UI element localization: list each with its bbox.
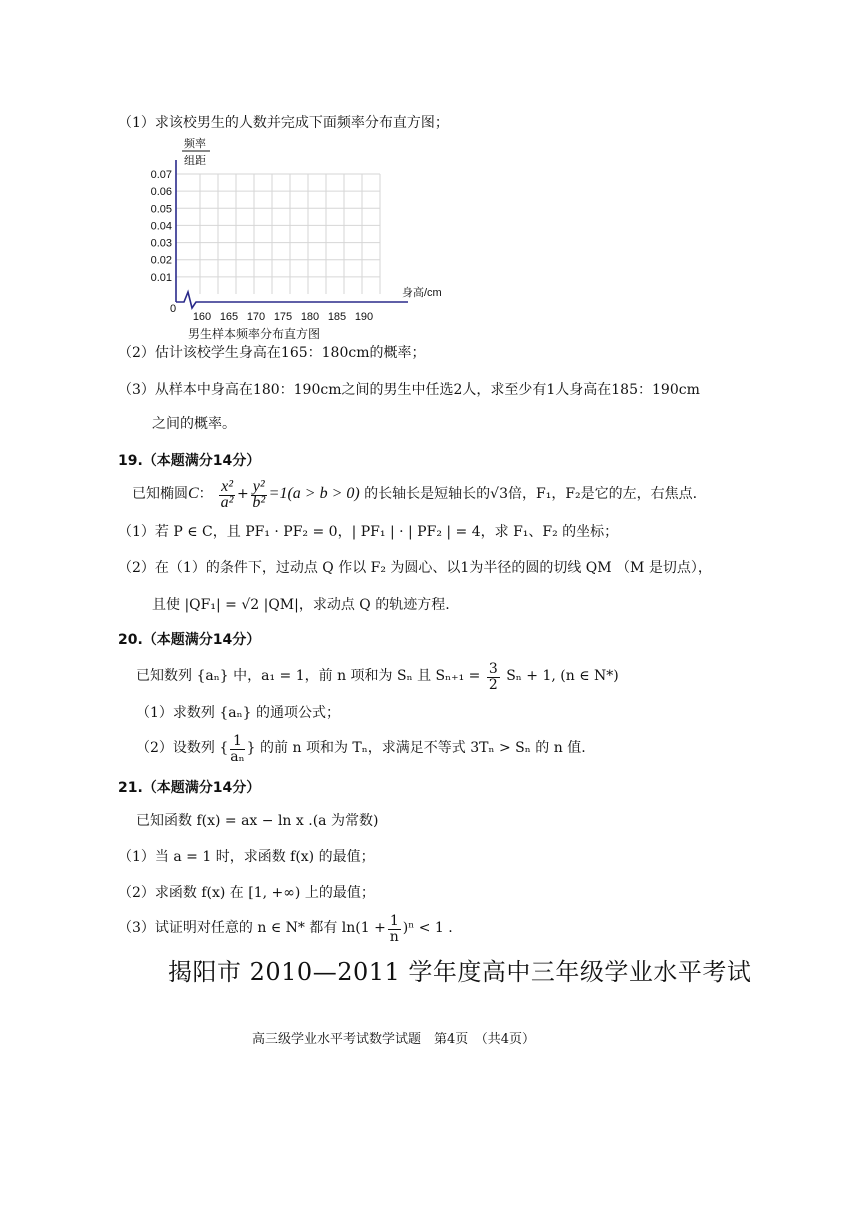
x-tick-label: 165 <box>219 311 239 323</box>
q21-part3-fraction: $\frac{1}{n}$ <box>389 912 399 945</box>
q20-part2a: （2）设数列 { <box>136 740 229 756</box>
exam-title: 揭阳市 2010—2011 学年度高中三年级学业水平考试 <box>168 958 752 986</box>
q19-fraction-x: $\frac{\text{x²}}{\text{a²}}$ <box>220 477 234 511</box>
xlabel: 身高/cm <box>402 287 442 299</box>
q21-stem: 已知函数 f(x) = ax − ln x .(a 为常数) <box>136 813 379 829</box>
y-tick-label: 0.01 <box>150 271 172 284</box>
q20-part2 <box>136 732 586 764</box>
q20-heading: 20.（本题满分14分） <box>118 632 261 648</box>
q18-part1: （1）求该校男生的人数并完成下面频率分布直方图； <box>118 115 449 131</box>
q21-part3a: （3）试证明对任意的 n ∈ N* 都有 ln(1 + <box>118 920 386 936</box>
x-tick-label: 190 <box>354 311 374 323</box>
q19-stem-pre: 已知椭圆 <box>132 486 188 502</box>
page-footer: 高三级学业水平考试数学试题 第4页 （共4页） <box>252 1032 536 1047</box>
frequency-histogram <box>140 134 460 324</box>
y-tick-label: 0.02 <box>150 254 172 267</box>
q18-part3a: （3）从样本中身高在180：190cm之间的男生中任选2人，求至少有1人身高在185：190cm <box>118 382 700 398</box>
q20-stem <box>136 660 619 692</box>
ylabel-top: 频率 <box>184 138 206 150</box>
q20-part2b: } 的前 n 项和为 Tₙ，求满足不等式 3Tₙ > Sₙ 的 n 值. <box>246 740 586 756</box>
q19-stem-c: C <box>188 485 199 502</box>
x-tick-label: 180 <box>300 311 320 323</box>
q19-part2b: 且使 |QF₁| = √2 |QM|，求动点 Q 的轨迹方程. <box>152 597 450 613</box>
q18-part3b: 之间的概率。 <box>152 416 236 432</box>
q19-stem-colon: ： <box>198 486 213 502</box>
x-axis-line <box>176 292 408 308</box>
q20-part2-fraction: $\frac{1}{\text{aₙ}}$ <box>230 732 245 765</box>
q21-part3b: )ⁿ < 1 . <box>402 920 453 936</box>
q21-heading: 21.（本题满分14分） <box>118 780 261 796</box>
q20-fraction: $\frac{3}{2}$ <box>488 660 498 693</box>
q19-heading: 19.（本题满分14分） <box>118 453 261 469</box>
x-tick-label: 175 <box>273 311 293 323</box>
q20-stem-a: 已知数列 {aₙ} 中，a₁ = 1，前 n 项和为 Sₙ 且 Sₙ₊₁ = <box>136 668 481 684</box>
y-tick-label: 0.04 <box>150 220 172 233</box>
q19-part1: （1）若 P ∈ C，且 PF₁ · PF₂ = 0，| PF₁ | · | PF₂ | = 4，求 F₁、F₂ 的坐标； <box>118 524 619 540</box>
q19-stem-post: 的长轴长是短轴长的√3倍，F₁，F₂是它的左，右焦点. <box>364 486 698 502</box>
y-tick-label: 0.05 <box>150 203 172 216</box>
q19-condition: =1(a > b > 0) <box>268 485 360 502</box>
q20-stem-b: Sₙ + 1, (n ∈ N*) <box>506 668 619 684</box>
x-tick-label: 170 <box>246 311 266 323</box>
origin-label: 0 <box>170 303 177 315</box>
q21-part1: （1）当 a = 1 时，求函数 f(x) 的最值； <box>118 849 375 865</box>
q19-stem <box>132 478 697 510</box>
y-tick-label: 0.06 <box>150 186 172 199</box>
chart-grid <box>176 174 380 294</box>
x-axis <box>176 292 408 308</box>
q18-part2: （2）估计该校学生身高在165：180cm的概率； <box>118 345 426 361</box>
y-tick-label: 0.03 <box>150 237 172 250</box>
x-tick-label: 160 <box>192 311 212 323</box>
q21-part2: （2）求函数 f(x) 在 [1, +∞) 上的最值； <box>118 885 375 901</box>
q19-fraction-y: $\frac{\text{y²}}{\text{b²}}$ <box>252 477 266 511</box>
chart-caption: 男生样本频率分布直方图 <box>188 327 321 341</box>
x-tick-label: 185 <box>327 311 347 323</box>
ylabel-bottom: 组距 <box>184 155 206 167</box>
q19-plus: + <box>237 486 249 502</box>
y-tick-label: 0.07 <box>150 169 172 181</box>
q19-part2: （2）在（1）的条件下，过动点 Q 作以 F₂ 为圆心、以1为半径的圆的切线 QM （M 是切点）， <box>118 560 712 576</box>
q21-part3 <box>118 912 453 944</box>
q20-part1: （1）求数列 {aₙ} 的通项公式； <box>136 705 341 721</box>
